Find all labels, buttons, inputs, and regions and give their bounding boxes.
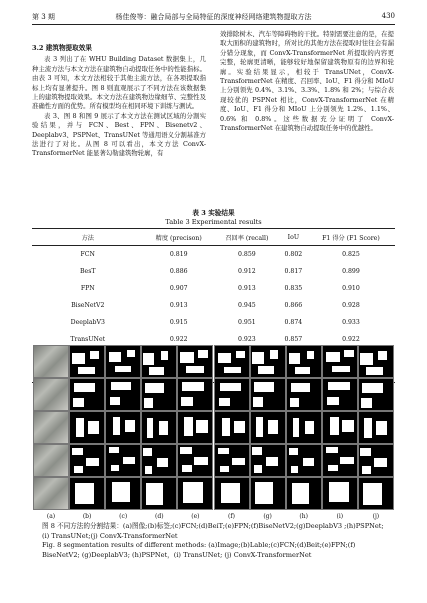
building-mask-region: [75, 483, 94, 504]
figure-caption-en: Fig. 8 segmentation results of different methods: (a)Image;(b)Lable;(c)FCN;(d)Beit;(e)FPN;(f) BiseNetV2; (g)DeeplabV3; (h)PSPNet，(i) TransUNet; (j) ConvX-TransformerNet: [42, 541, 356, 559]
building-mask-region: [161, 351, 168, 360]
building-mask-region: [72, 353, 85, 364]
building-mask-region: [307, 351, 314, 359]
left-column: [32, 44, 206, 159]
building-mask-region: [182, 382, 204, 391]
table-cell: 0.922: [169, 336, 188, 343]
building-mask-region: [305, 421, 314, 434]
table-cell: 0.945: [238, 302, 256, 309]
building-mask-region: [258, 366, 274, 374]
building-mask-region: [111, 382, 131, 390]
building-mask-region: [112, 482, 130, 502]
building-mask-region: [270, 350, 278, 359]
building-mask-region: [222, 418, 230, 436]
building-mask-region: [340, 457, 354, 464]
table-cell: 0.866: [284, 302, 303, 309]
building-mask-region: [328, 465, 338, 471]
building-mask-region: [180, 352, 194, 363]
segmentation-mask-tile: [286, 477, 322, 510]
segmentation-mask-tile: [358, 411, 394, 444]
segmentation-mask-tile: [286, 444, 322, 477]
segmentation-mask-tile: [105, 378, 141, 411]
building-mask-region: [266, 457, 278, 466]
segmentation-mask-tile: [177, 477, 213, 510]
segmentation-mask-tile: [105, 345, 141, 378]
building-mask-region: [290, 398, 299, 407]
page-number: 430: [381, 12, 395, 20]
building-mask-region: [328, 382, 350, 390]
building-mask-region: [90, 351, 99, 359]
building-mask-region: [184, 417, 193, 436]
building-mask-region: [344, 350, 354, 357]
table-cell: 0.825: [342, 251, 360, 258]
segmentation-mask-tile: [322, 378, 358, 411]
building-mask-region: [374, 458, 387, 467]
building-mask-region: [86, 458, 99, 466]
building-mask-region: [289, 353, 300, 364]
figure-column-label: (i): [336, 513, 344, 520]
table-cell: FCN: [80, 251, 95, 258]
input-image-tile: [33, 477, 69, 510]
table-cell: FPN: [80, 285, 95, 292]
building-mask-region: [220, 466, 229, 472]
input-image-tile: [33, 411, 69, 444]
issue-number: 第 3 期: [32, 13, 55, 21]
building-mask-region: [254, 382, 274, 392]
figure-column-label: (d): [155, 513, 164, 520]
segmentation-mask-tile: [322, 477, 358, 510]
building-mask-region: [291, 466, 298, 473]
segmentation-mask-tile: [250, 411, 286, 444]
table-cell: 0.857: [284, 336, 303, 343]
paragraph-3: 效排除树木、汽车等障碍物的干扰。特别需要注意的是，在提取大面积的建筑物时，所对比的其他方法在提取时往往会有漏分错分现象，而 ConvX-TransformerNet 所提取的内容更完整，轮廓更清晰，能够较好地保留建筑物原有的边界和轮廓。实验结果显示，相较于 TransUNet，ConvX-TransformerNet 在精度、召回率、IoU、F1 得分和 MIoU 上分别领先 0.4%、3.1%、3.3%、1.8% 和 2%；与综合表现较优的 PSPNet 相比，ConvX-TransformerNet 在精度、IoU、F1 得分和 MIoU 上分别领先 1.2%、1.1%、0.6% 和 0.8%。这些数据充分证明了 ConvX-TransformerNet 在建筑物自动提取任务中的优越性。: [220, 30, 394, 133]
segmentation-mask-tile: [286, 345, 322, 378]
building-mask-region: [78, 367, 95, 374]
building-mask-region: [289, 448, 298, 455]
building-mask-region: [109, 352, 121, 362]
table-header-row: [32, 229, 395, 246]
header-rule: [32, 24, 395, 25]
running-title: 杨佳俊等：融合局部与全局特征的深度神经网络建筑物提取方法: [115, 13, 312, 21]
table-cell: 0.928: [342, 302, 360, 309]
segmentation-mask-tile: [105, 411, 141, 444]
building-mask-region: [143, 448, 152, 456]
table-row: [32, 263, 395, 280]
segmentation-mask-tile: [141, 411, 177, 444]
table-cell: 0.933: [342, 319, 360, 326]
table-header-cell: IoU: [280, 229, 307, 246]
building-mask-region: [326, 447, 338, 453]
building-mask-region: [329, 482, 349, 502]
segmentation-mask-tile: [358, 444, 394, 477]
segmentation-mask-tile: [141, 477, 177, 510]
building-mask-region: [360, 353, 373, 365]
segmentation-mask-tile: [214, 411, 250, 444]
building-mask-region: [76, 418, 84, 437]
input-image-tile: [33, 378, 69, 411]
table-cell: 0.923: [238, 336, 256, 343]
building-mask-region: [74, 383, 95, 392]
table-cell: 0.859: [238, 251, 256, 258]
table-title-en: Table 3 Experimental results: [165, 218, 262, 226]
building-mask-region: [125, 420, 135, 432]
building-mask-region: [147, 418, 153, 438]
segmentation-mask-tile: [358, 345, 394, 378]
page-header: [32, 12, 395, 24]
segmentation-mask-tile: [286, 378, 322, 411]
building-mask-region: [74, 466, 83, 473]
segmentation-mask-tile: [250, 345, 286, 378]
building-mask-region: [109, 447, 119, 453]
segmentation-mask-tile: [141, 345, 177, 378]
table-cell: 0.922: [342, 336, 360, 343]
building-mask-region: [143, 353, 154, 365]
segmentation-mask-tile: [105, 444, 141, 477]
table-row: [32, 246, 395, 264]
table-cell: 0.802: [284, 251, 303, 258]
building-mask-region: [145, 383, 164, 393]
building-mask-region: [234, 421, 245, 433]
table-title-zh: 表 3 实验结果: [192, 209, 235, 217]
segmentation-mask-tile: [69, 444, 105, 477]
table-cell: 0.819: [169, 251, 188, 258]
building-mask-region: [303, 458, 314, 466]
building-mask-region: [144, 398, 153, 408]
building-mask-region: [378, 351, 387, 360]
segmentation-mask-tile: [105, 477, 141, 510]
building-mask-region: [181, 397, 193, 406]
building-mask-region: [123, 457, 135, 464]
figure-column-label: (f): [228, 513, 235, 520]
building-mask-region: [110, 397, 120, 405]
building-mask-region: [361, 398, 372, 408]
table-header-cell: 方法: [32, 229, 144, 246]
building-mask-region: [362, 466, 371, 474]
building-mask-region: [111, 465, 119, 471]
figure-column-label: (g): [263, 513, 272, 520]
figure-column-label: (c): [119, 513, 128, 520]
table-cell: 0.817: [284, 268, 303, 275]
figure-caption-zh: 图 8 不同方法的分割结果：(a)图像;(b)标签;(c)FCN;(d)BeiT;(e)FPN;(f)BiseNetV2;(g)DeeplabV3 ;(h)PSPNet;(i) TransUNet;(j) ConvX-TransformerNet: [42, 522, 384, 540]
table-cell: 0.899: [342, 268, 360, 275]
building-mask-region: [220, 383, 241, 391]
segmentation-mask-tile: [69, 411, 105, 444]
input-image-tile: [33, 345, 69, 378]
table-cell: TransUNet: [70, 336, 106, 343]
building-mask-region: [252, 447, 262, 455]
building-mask-region: [376, 421, 387, 435]
building-mask-region: [255, 482, 273, 504]
building-mask-region: [236, 351, 245, 358]
table-cell: 0.913: [238, 285, 256, 292]
building-mask-region: [363, 483, 382, 505]
segmentation-mask-tile: [322, 411, 358, 444]
segmentation-mask-tile: [141, 444, 177, 477]
building-mask-region: [115, 366, 131, 372]
segmentation-mask-tile: [250, 378, 286, 411]
figure-column-label: (h): [299, 513, 308, 520]
segmentation-mask-tile: [177, 345, 213, 378]
building-mask-region: [366, 367, 383, 375]
building-mask-region: [73, 398, 84, 407]
table-cell: 0.835: [284, 285, 303, 292]
segmentation-mask-tile: [177, 411, 213, 444]
figure-column-label: (a): [46, 513, 56, 520]
table-cell: BesT: [79, 268, 96, 275]
table-header-cell: F1 得分 (F1 Score): [307, 229, 395, 246]
building-mask-region: [146, 483, 163, 505]
segmentation-results-figure: [33, 345, 394, 511]
table-cell: 0.912: [238, 268, 256, 275]
building-mask-region: [218, 448, 229, 454]
table-cell: 0.915: [169, 319, 188, 326]
building-mask-region: [360, 448, 371, 456]
figure-column-label: (b): [82, 513, 92, 520]
table-cell: 0.886: [169, 268, 188, 275]
building-mask-region: [291, 383, 310, 392]
building-mask-region: [330, 417, 339, 435]
building-mask-region: [256, 417, 263, 437]
building-mask-region: [127, 350, 135, 357]
segmentation-mask-tile: [141, 378, 177, 411]
building-mask-region: [327, 397, 339, 405]
building-mask-region: [293, 418, 299, 437]
building-mask-region: [145, 466, 152, 474]
table-cell: BiseNetV2: [71, 302, 105, 309]
segmentation-mask-tile: [177, 378, 213, 411]
building-mask-region: [362, 383, 383, 393]
building-mask-region: [72, 448, 83, 455]
building-mask-region: [198, 350, 208, 358]
paragraph-1: 表 3 列出了在 WHU Building Dataset 数据集上，几种主流方法与本文方法在建筑物自动提取任务中的性能指标。由表 3 可知，本文方法相较于其他主流方法，在各项提取指标上均有显著提升。图 8 则直观展示了不同方法在该数据集上的建筑物提取效果。本文方法在建筑物边缘细节、完整性及准确性方面的优势。所有模型均在相同环境下训练与测试。: [32, 55, 206, 111]
table-cell: 0.907: [169, 285, 188, 292]
building-mask-region: [295, 367, 310, 374]
input-image-tile: [33, 444, 69, 477]
segmentation-mask-tile: [69, 345, 105, 378]
segmentation-mask-tile: [214, 477, 250, 510]
building-mask-region: [342, 420, 354, 432]
table-header-cell: 召回率 (recall): [214, 229, 280, 246]
segmentation-mask-tile: [286, 411, 322, 444]
table-row: [32, 280, 395, 297]
building-mask-region: [180, 447, 192, 454]
right-column: [220, 30, 394, 133]
building-mask-region: [219, 398, 230, 406]
building-mask-region: [159, 421, 168, 435]
building-mask-region: [364, 418, 372, 438]
segmentation-mask-tile: [69, 477, 105, 510]
segmentation-mask-tile: [69, 378, 105, 411]
segmentation-mask-tile: [322, 444, 358, 477]
table-cell: DeeplabV3: [70, 319, 105, 326]
segmentation-mask-tile: [214, 345, 250, 378]
table-row: [32, 314, 395, 331]
table-cell: 0.874: [284, 319, 303, 326]
building-mask-region: [268, 420, 278, 434]
building-mask-region: [218, 353, 231, 363]
building-mask-region: [194, 457, 208, 465]
table-cell: 0.910: [342, 285, 360, 292]
building-mask-region: [221, 483, 240, 503]
building-mask-region: [196, 420, 208, 433]
paragraph-2: 表 3、图 8 和图 9 展示了本文方法在测试区域的分割实验结果，并与 FCN、Best、FPN、Bisenetv2、Deeplabv3、PSPNet、TransUNet 等通用语义分割基准方法进行了对比。从图 8 可以看出，本文方法 ConvX-TransformerNet 能显著勾勒建筑物轮廓，有: [32, 111, 206, 158]
segmentation-mask-tile: [177, 444, 213, 477]
figure-column-label: (e): [191, 513, 200, 520]
segmentation-mask-tile: [358, 477, 394, 510]
building-mask-region: [182, 465, 192, 472]
segmentation-mask-tile: [250, 444, 286, 477]
building-mask-region: [252, 352, 264, 364]
segmentation-mask-tile: [358, 378, 394, 411]
building-mask-region: [332, 366, 350, 372]
table-cell: 0.913: [169, 302, 188, 309]
building-mask-region: [183, 482, 203, 503]
segmentation-mask-tile: [250, 477, 286, 510]
segmentation-mask-tile: [322, 345, 358, 378]
building-mask-region: [113, 417, 120, 435]
table-cell: 0.951: [238, 319, 256, 326]
table-header-cell: 精度 (precison): [144, 229, 214, 246]
building-mask-region: [232, 458, 245, 465]
building-mask-region: [326, 352, 340, 362]
building-mask-region: [292, 483, 309, 504]
table-row: [32, 297, 395, 314]
building-mask-region: [157, 458, 168, 467]
building-mask-region: [88, 421, 99, 434]
building-mask-region: [149, 367, 164, 375]
building-mask-region: [254, 465, 262, 473]
building-mask-region: [224, 367, 241, 373]
building-mask-region: [253, 397, 263, 407]
building-mask-region: [186, 366, 204, 373]
segmentation-mask-tile: [214, 444, 250, 477]
figure-column-label: (j): [372, 513, 380, 520]
segmentation-mask-tile: [214, 378, 250, 411]
section-heading: 3.2 建筑物提取效果: [32, 44, 92, 52]
